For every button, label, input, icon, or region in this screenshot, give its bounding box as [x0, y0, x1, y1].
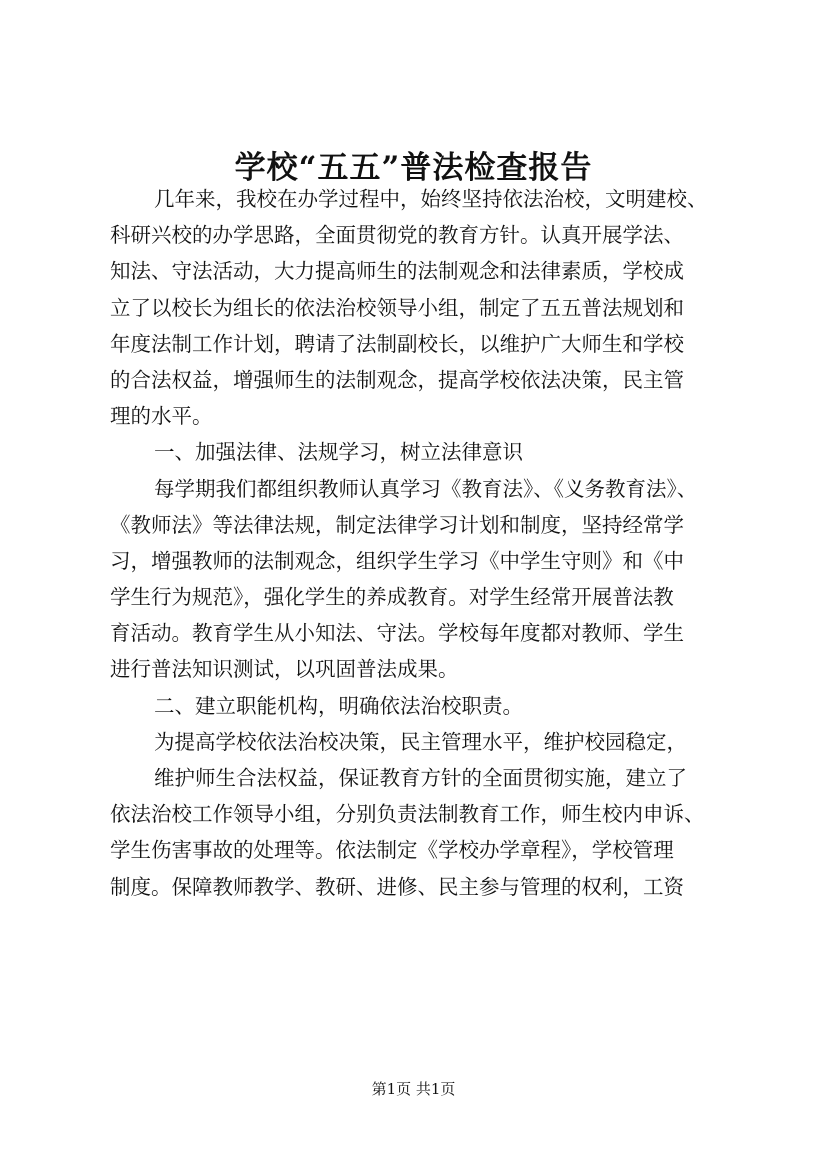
page-number-footer: 第1页 共1页 [371, 1080, 456, 1098]
paragraph-line: 依法治校工作领导小组，分别负责法制教育工作，师生校内申诉、 [110, 802, 705, 827]
paragraph-line: 《教师法》等法律法规，制定法律学习计划和制度，坚持经常学 [110, 512, 684, 537]
paragraph-line: 理的水平。 [110, 404, 213, 429]
paragraph-line: 学生行为规范》，强化学生的养成教育。对学生经常开展普法教 [110, 585, 674, 610]
paragraph-line: 进行普法知识测试，以巩固普法成果。 [110, 657, 459, 682]
paragraph-line: 为提高学校依法治校决策，民主管理水平，维护校园稳定， [154, 729, 687, 754]
paragraph-line: 制度。保障教师教学、教研、进修、民主参与管理的权利，工资 [110, 874, 684, 899]
section-heading: 一、加强法律、法规学习，树立法律意识 [154, 440, 523, 465]
paragraph-line: 习，增强教师的法制观念，组织学生学习《中学生守则》和《中 [110, 548, 684, 573]
page-title: 学校“五五”普法检查报告 [234, 150, 593, 186]
paragraph-line: 学生伤害事故的处理等。依法制定《学校办学章程》，学校管理 [110, 838, 674, 863]
paragraph-line: 几年来，我校在办学过程中，始终坚持依法治校，文明建校、 [154, 187, 708, 211]
paragraph-line: 的合法权益，增强师生的法制观念，提高学校依法决策，民主管 [110, 367, 684, 392]
paragraph-line: 维护师生合法权益，保证教育方针的全面贯彻实施，建立了 [154, 766, 687, 790]
paragraph-line: 科研兴校的办学思路，全面贯彻党的教育方针。认真开展学法、 [110, 223, 684, 248]
paragraph-line: 年度法制工作计划，聘请了法制副校长，以维护广大师生和学校 [110, 331, 684, 356]
paragraph-line: 育活动。教育学生从小知法、守法。学校每年度都对教师、学生 [110, 621, 684, 646]
paragraph-line: 每学期我们都组织教师认真学习《教育法》、《义务教育法》、 [154, 476, 698, 501]
document-body [110, 181, 735, 905]
paragraph-line: 立了以校长为组长的依法治校领导小组，制定了五五普法规划和 [110, 295, 684, 320]
section-heading: 二、建立职能机构，明确依法治校职责。 [154, 693, 523, 718]
paragraph-line: 知法、守法活动，大力提高师生的法制观念和法律素质，学校成 [110, 259, 684, 284]
